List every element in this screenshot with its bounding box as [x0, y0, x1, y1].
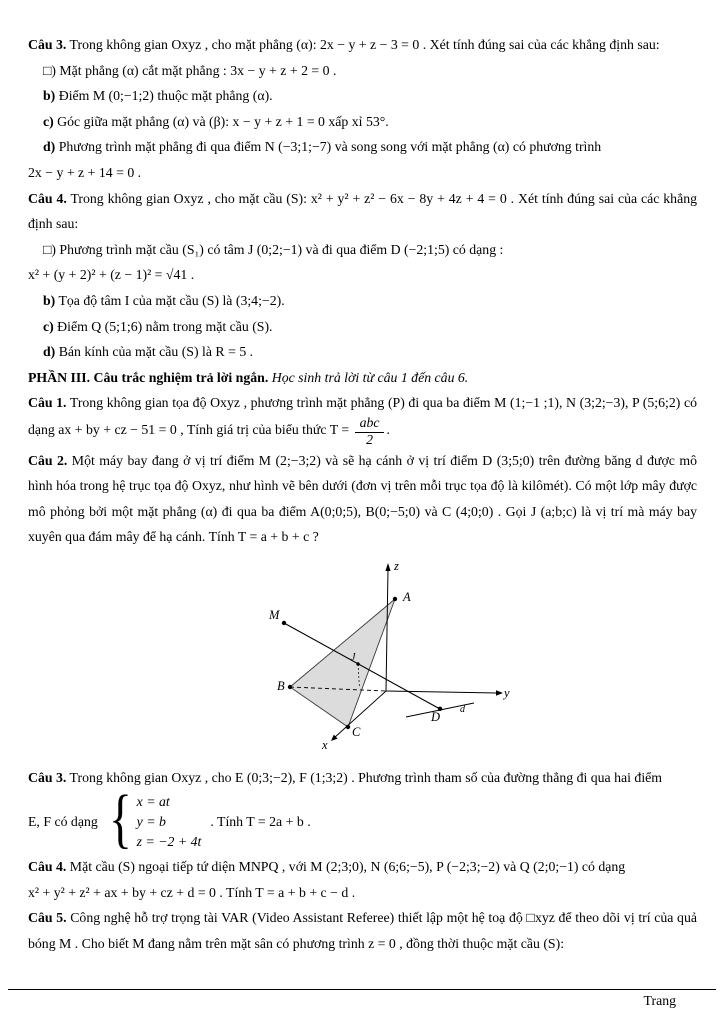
statement-p2-4-a-formula — [28, 262, 697, 288]
statement-text: Điểm M (0;−1;2) thuộc mặt phẳng (α). — [58, 88, 273, 104]
statement-p2-3-d — [28, 134, 697, 160]
statement-p2-4-b — [28, 288, 697, 314]
system-pre-text: E, F có dạng — [28, 813, 98, 829]
question-p3-2 — [28, 448, 697, 550]
part3-header — [28, 365, 697, 391]
y-axis-label: y — [504, 686, 510, 701]
formula-text: x² + y² + z² + ax + by + cz + d = 0 . Tính T = a + b + c − d . — [28, 884, 356, 900]
left-brace: { — [108, 782, 132, 856]
question-text: Công nghệ hỗ trợ trọng tài VAR (Video Assistant Referee) thiết lập một hệ toạ độ □xyz để theo dõi vị trí của quả bóng M . Cho biết M đang nằm trên mặt sân có phương trình z = 0 , đồng thời thuộc mặt cầu (S): — [28, 910, 697, 952]
statement-label: d) — [43, 139, 56, 155]
y-axis — [386, 691, 497, 693]
x-axis-label: x — [322, 738, 328, 753]
equation-system — [107, 782, 202, 856]
statement-p2-3-d-formula — [28, 160, 697, 186]
fraction-abc-over-2 — [353, 414, 390, 448]
statement-text: Mặt phẳng (α) cắt mặt phẳng : 3x − y + z + 2 = 0 . — [59, 62, 337, 78]
point-d-label: D — [431, 710, 441, 725]
question-text: Trong không gian Oxyz , cho E (0;3;−2), F (1;3;2) . Phương trình tham số của đường thẳng đi qua hai điểm — [69, 769, 663, 785]
point-b-label: B — [277, 679, 285, 694]
statement-text: Điểm Q (5;1;6) nằm trong mặt cầu (S). — [57, 318, 273, 334]
question-p3-4 — [28, 854, 697, 880]
footer-rule — [8, 989, 716, 990]
statement-label: b) — [43, 292, 56, 308]
question-label: Câu 3. — [28, 37, 67, 52]
question-label: Câu 1. — [28, 395, 67, 411]
z-axis-arrow-icon — [385, 563, 390, 571]
question-label: Câu 4. — [28, 859, 67, 875]
question-text: Trong không gian tọa độ Oxyz , phương trình mặt phẳng (P) đi qua ba điểm M (1;−1 ;1), N (3;2;−3), P (5;6;2) có dạng ax + by + cz − 51 = 0 , Tính giá trị của biểu thức T = — [28, 395, 697, 437]
question-p3-4-formula — [28, 880, 697, 906]
statement-text: Phương trình mặt phẳng đi qua điểm N (−3;1;−7) và song song với mặt phẳng (α) có phương trình — [58, 139, 602, 155]
page-footer-label: Trang — [643, 993, 676, 1008]
equation-z: z = −2 + 4t — [136, 833, 202, 849]
z-axis — [386, 569, 388, 691]
question-label: Câu 3. — [28, 769, 67, 785]
part3-subtitle: Học sinh trả lời từ câu 1 đến câu 6. — [271, 369, 469, 385]
question-label: Câu 4. — [28, 190, 67, 206]
statement-text: Phương trình mặt cầu (S₁) có tâm J (0;2;−1) và đi qua điểm D (−2;1;5) có dạng : — [59, 241, 504, 257]
point-c-dot — [346, 725, 350, 729]
statement-label: □) — [43, 62, 56, 78]
point-j-label: J — [351, 652, 356, 664]
statement-label: c) — [43, 318, 54, 334]
formula-text: 2x − y + z + 14 = 0 . — [28, 164, 142, 180]
runway-d-label: d — [460, 704, 465, 716]
question-p2-3 — [28, 32, 697, 58]
system-post-text: . Tính T = 2a + b . — [210, 813, 311, 829]
question-text: Một máy bay đang ở vị trí điểm M (2;−3;2) và sẽ hạ cánh ở vị trí điểm D (3;5;0) trên đường băng d được mô hình hóa trong hệ trục tọa độ Oxyz, như hình vẽ bên dưới (đơn vị trên mỗi trục tọa độ là kilômét). Có một lớp mây được mô phỏng bởi một mặt phẳng (α) đi qua ba điểm A(0;0;5), B(0;−5;0) và C (4;0;0) . Gọi J (a;b;c) là vị trí mà máy bay xuyên qua đám mây để hạ cánh. Tính T = a + b + c ? — [28, 452, 697, 545]
statement-p2-4-c — [28, 314, 697, 340]
question-label: Câu 2. — [28, 452, 68, 468]
part3-title: PHẦN III. Câu trắc nghiệm trả lời ngắn. — [28, 369, 269, 385]
figure-3d-coordinate-diagram — [248, 556, 538, 761]
statement-p2-3-a — [28, 58, 697, 84]
statement-label: b) — [43, 88, 56, 104]
statement-p2-3-b — [28, 83, 697, 109]
equation-y: y = b — [136, 813, 166, 829]
statement-label: c) — [43, 113, 54, 129]
equation-list — [134, 792, 202, 852]
point-b-dot — [288, 685, 292, 689]
parametric-system-row — [28, 782, 697, 856]
point-a-dot — [393, 597, 397, 601]
point-a-label: A — [403, 590, 411, 605]
statement-label: d) — [43, 344, 56, 360]
fraction-denominator: 2 — [366, 431, 373, 447]
question-p3-1 — [28, 390, 697, 447]
statement-label: □) — [43, 241, 56, 257]
point-m-dot — [282, 621, 286, 625]
formula-text: x² + (y + 2)² + (z − 1)² = √41 . — [28, 267, 195, 283]
point-c-label: C — [352, 725, 361, 740]
question-label: Câu 5. — [28, 910, 67, 926]
plane-abc — [290, 599, 395, 727]
point-m-label: M — [269, 608, 280, 623]
statement-p2-3-c — [28, 109, 697, 135]
equation-x: x = at — [136, 793, 170, 809]
statement-text: Bán kính của mặt cầu (S) là R = 5 . — [58, 344, 254, 360]
question-tail: . — [386, 421, 390, 437]
question-text: Trong không gian Oxyz , cho mặt cầu (S): x² + y² + z² − 6x − 8y + 4z + 4 = 0 . Xét tính đúng sai của các khẳng định sau: — [28, 190, 698, 232]
page-footer — [8, 989, 716, 1010]
question-text: Mặt cầu (S) ngoại tiếp tứ diện MNPQ , với M (2;3;0), N (6;6;−5), P (−2;3;−2) và Q (2;0;−1) có dạng — [69, 859, 626, 875]
question-text: Trong không gian Oxyz , cho mặt phẳng (α): 2x − y + z − 3 = 0 . Xét tính đúng sai của các khẳng định sau: — [69, 37, 660, 52]
question-p2-4 — [28, 186, 697, 237]
point-j-dot — [356, 662, 359, 665]
statement-text: Tọa độ tâm I của mặt cầu (S) là (3;4;−2). — [58, 292, 285, 308]
coordinate-diagram-svg — [248, 556, 538, 752]
z-axis-label: z — [394, 559, 399, 574]
statement-text: Góc giữa mặt phẳng (α) và (β): x − y + z + 1 = 0 xấp xỉ 53°. — [57, 113, 389, 129]
question-p3-5 — [28, 905, 697, 956]
statement-p2-4-d — [28, 339, 697, 365]
fraction-numerator: abc — [355, 416, 385, 433]
y-axis-arrow-icon — [496, 690, 503, 695]
statement-p2-4-a — [28, 237, 697, 263]
